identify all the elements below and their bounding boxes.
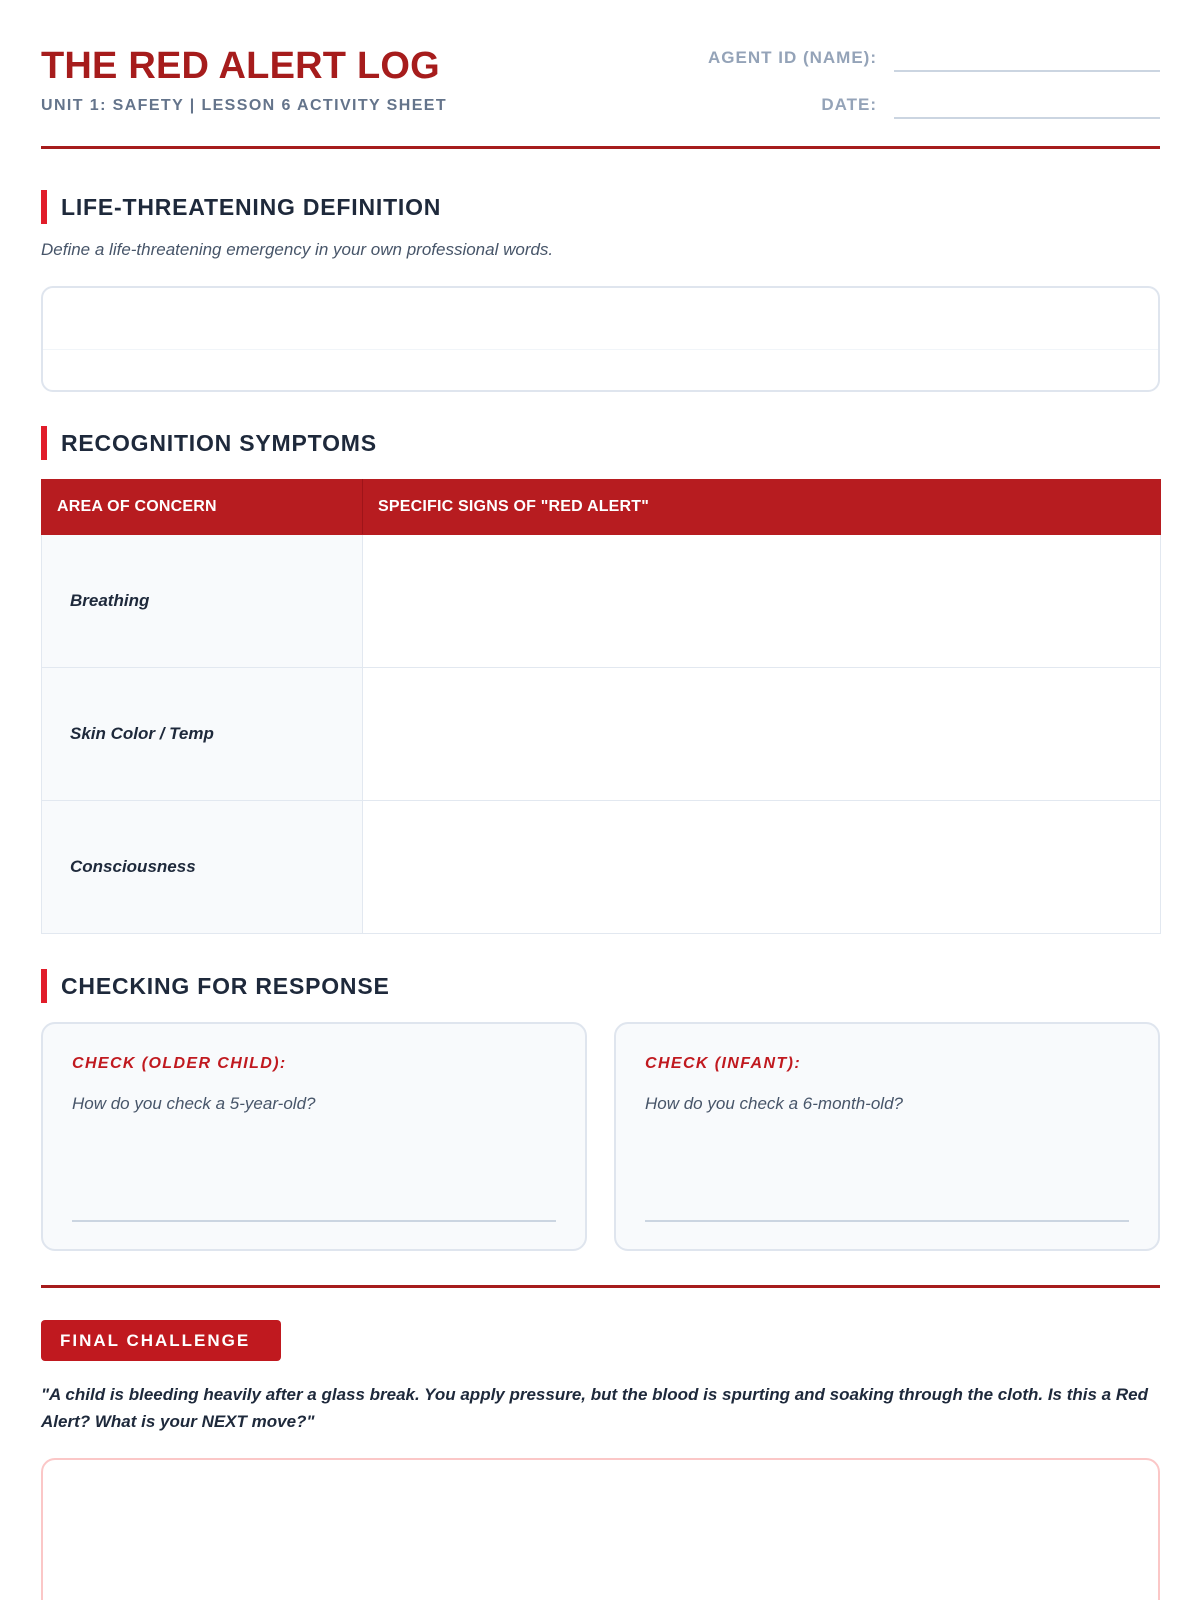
final-answer-box[interactable]	[41, 1458, 1160, 1600]
table-header-row	[42, 480, 1161, 535]
column-header-signs: SPECIFIC SIGNS OF "RED ALERT"	[363, 480, 1161, 535]
definition-section-heading	[41, 190, 1160, 224]
section-divider	[41, 1285, 1160, 1288]
section-accent-bar	[41, 426, 47, 460]
symptoms-section-heading	[41, 426, 1160, 460]
signs-cell-consciousness[interactable]	[363, 801, 1161, 934]
infant-card	[614, 1022, 1160, 1251]
section-accent-bar	[41, 190, 47, 224]
infant-answer-line[interactable]	[645, 1220, 1129, 1222]
area-cell-consciousness: Consciousness	[42, 801, 363, 934]
older-child-label: CHECK (OLDER CHILD):	[72, 1055, 287, 1072]
response-section-heading	[41, 969, 1160, 1003]
signs-cell-breathing[interactable]	[363, 535, 1161, 668]
column-header-area: AREA OF CONCERN	[42, 480, 363, 535]
date-row	[680, 91, 1160, 121]
agent-id-row	[680, 44, 1160, 74]
answer-line	[43, 349, 1158, 350]
page-title: THE RED ALERT LOG	[41, 45, 440, 87]
signs-cell-skin[interactable]	[363, 668, 1161, 801]
older-child-card	[41, 1022, 587, 1251]
response-heading: CHECKING FOR RESPONSE	[61, 973, 390, 999]
definition-heading: LIFE-THREATENING DEFINITION	[61, 194, 442, 220]
header	[41, 44, 1160, 150]
table-row	[42, 801, 1161, 934]
date-field[interactable]	[894, 117, 1160, 119]
activity-sheet	[41, 0, 1160, 1600]
area-cell-breathing: Breathing	[42, 535, 363, 668]
final-challenge-badge: FINAL CHALLENGE	[41, 1320, 281, 1361]
table-row	[42, 535, 1161, 668]
agent-id-label: AGENT ID (NAME):	[708, 48, 877, 67]
table-row	[42, 668, 1161, 801]
area-cell-skin: Skin Color / Temp	[42, 668, 363, 801]
date-label: DATE:	[821, 95, 877, 114]
page-subtitle: UNIT 1: SAFETY | LESSON 6 ACTIVITY SHEET	[41, 97, 448, 114]
final-challenge-quote: "A child is bleeding heavily after a glass break. You apply pressure, but the blood is spurting and soaking through the cloth. Is this a Red Alert? What is your NEXT move?"	[41, 1385, 1148, 1431]
infant-question: How do you check a 6-month-old?	[645, 1094, 903, 1113]
definition-answer-box[interactable]	[41, 286, 1160, 392]
infant-label: CHECK (INFANT):	[645, 1055, 802, 1072]
definition-instruction: Define a life-threatening emergency in your own professional words.	[41, 240, 554, 259]
symptoms-table	[41, 479, 1161, 934]
older-child-question: How do you check a 5-year-old?	[72, 1094, 316, 1113]
symptoms-heading: RECOGNITION SYMPTOMS	[61, 430, 377, 456]
agent-id-field[interactable]	[894, 70, 1160, 72]
older-child-answer-line[interactable]	[72, 1220, 556, 1222]
header-divider	[41, 146, 1160, 149]
section-accent-bar	[41, 969, 47, 1003]
